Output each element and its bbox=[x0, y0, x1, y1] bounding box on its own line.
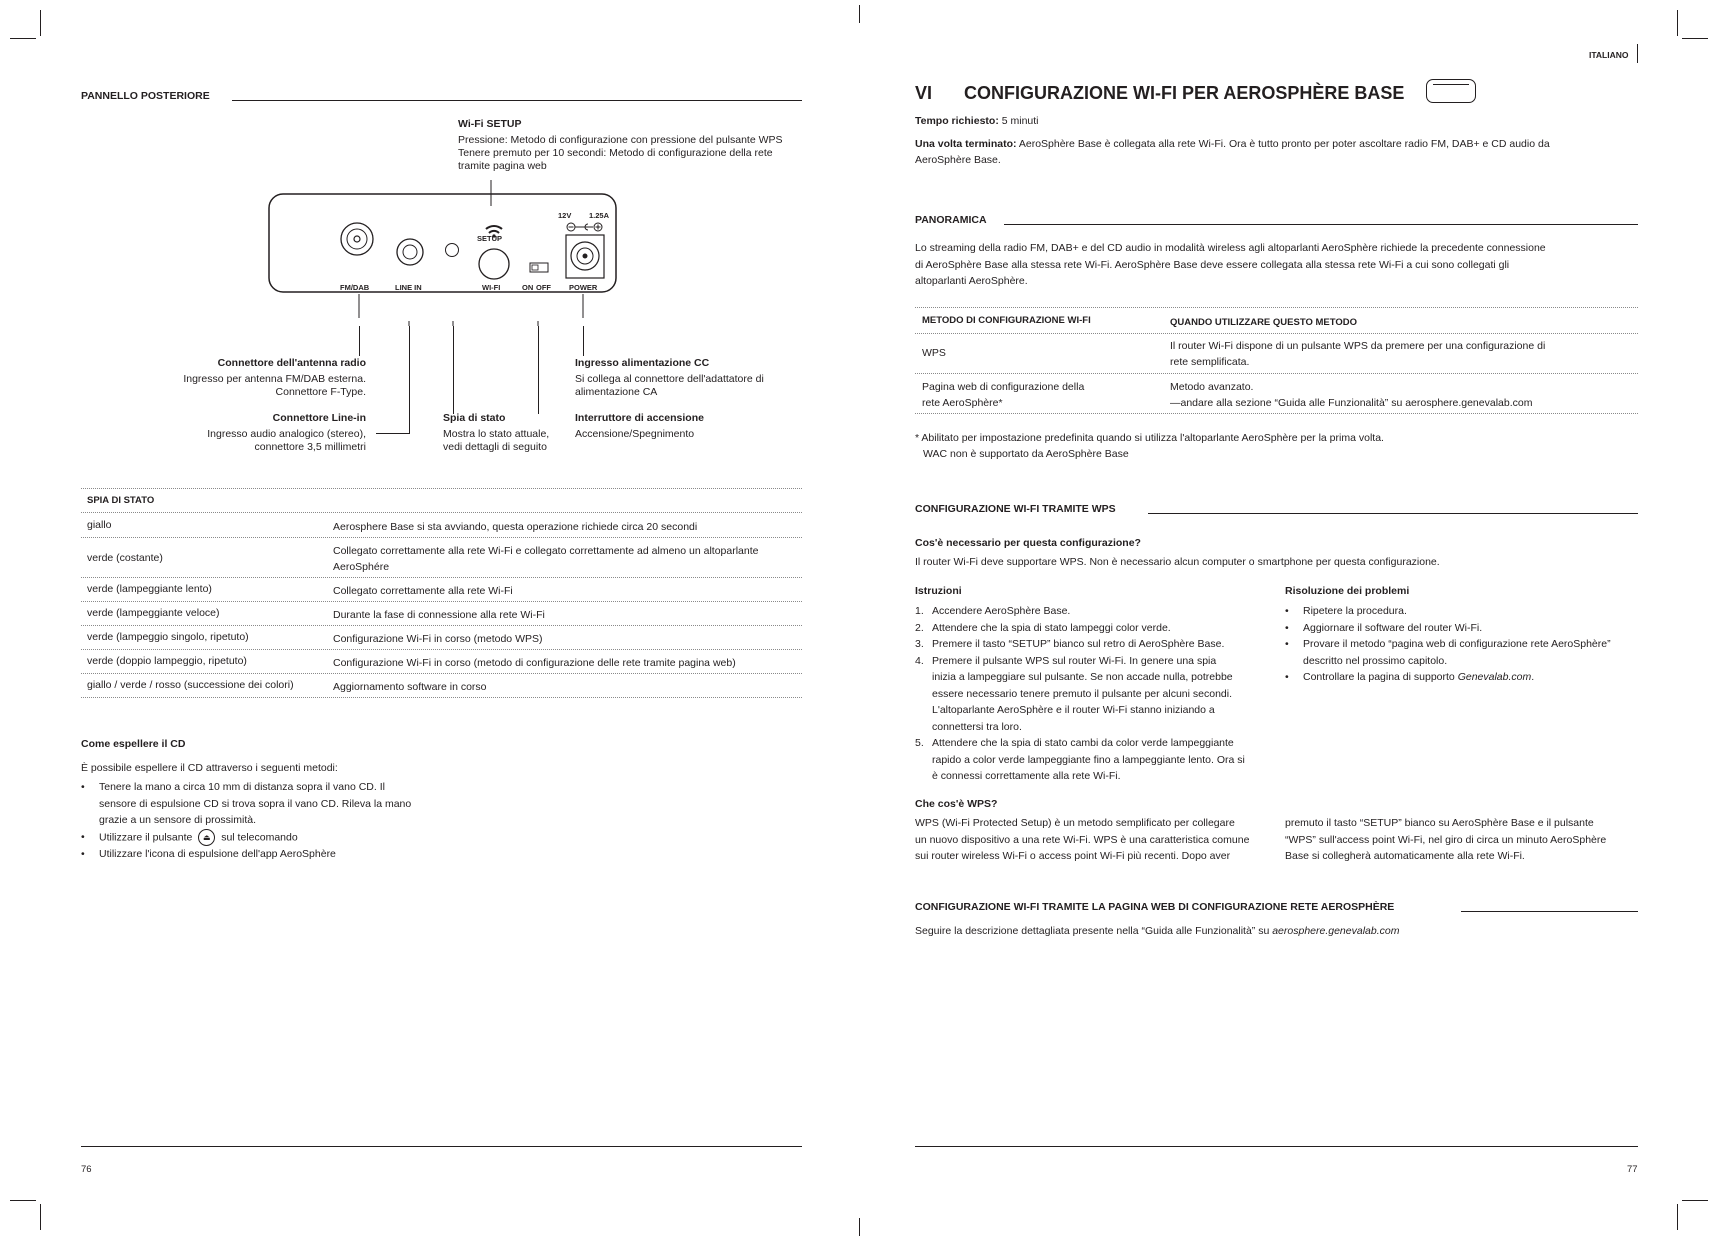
wps-desc-line5: “WPS” sull'access point Wi-Fi, nel giro di circa un minuto AeroSphère bbox=[1285, 833, 1607, 846]
section-rule bbox=[1461, 911, 1638, 912]
footer-rule bbox=[81, 1146, 802, 1147]
table-rule bbox=[81, 512, 802, 513]
label-current: 1.25A bbox=[589, 211, 610, 220]
crop-mark bbox=[1682, 1200, 1708, 1201]
eject-intro: È possibile espellere il CD attraverso i seguenti metodi: bbox=[81, 762, 338, 774]
status-desc: Aerosphere Base si sta avviando, questa operazione richiede circa 20 secondi bbox=[333, 521, 698, 533]
table-rule bbox=[915, 333, 1638, 334]
time-required bbox=[915, 115, 1039, 127]
wps-answer: Il router Wi-Fi deve supportare WPS. Non è necessario alcun computer o smartphone per questa configurazione. bbox=[915, 556, 1440, 568]
linein-line2: connettore 3,5 millimetri bbox=[254, 441, 366, 453]
list-item: 3. Premere il tasto “SETUP” bianco sul retro di AeroSphère Base. bbox=[915, 638, 1225, 650]
list-item: 1. Accendere AeroSphère Base. bbox=[915, 605, 1071, 617]
eject-b3: Utilizzare l'icona di espulsione dell'app AeroSphère bbox=[99, 847, 336, 860]
crop-mark bbox=[40, 10, 41, 36]
trouble-3-line2: descritto nel prossimo capitolo. bbox=[1303, 654, 1448, 667]
status-desc: AeroSphére bbox=[333, 561, 390, 573]
section-title-overview: PANORAMICA bbox=[915, 214, 987, 226]
section-rule bbox=[1148, 513, 1638, 514]
instructions-title: Istruzioni bbox=[915, 585, 962, 597]
label-off: OFF bbox=[536, 283, 551, 292]
method-header-1: METODO DI CONFIGURAZIONE WI-FI bbox=[922, 315, 1091, 326]
wps-desc-line1: WPS (Wi-Fi Protected Setup) è un metodo semplificato per collegare bbox=[915, 817, 1235, 829]
section-title-web: CONFIGURAZIONE WI-FI TRAMITE LA PAGINA WEB DI CONFIGURAZIONE RETE AEROSPHÈRE bbox=[915, 901, 1395, 913]
leader-line bbox=[376, 433, 410, 434]
wifi-setup-line3: tramite pagina web bbox=[458, 160, 547, 172]
label-setup: SETUP bbox=[477, 234, 503, 243]
section-title-wps: CONFIGURAZIONE WI-FI TRAMITE WPS bbox=[915, 503, 1116, 515]
eject-button-icon: ⏏ bbox=[198, 829, 215, 846]
status-state: giallo bbox=[87, 519, 112, 531]
rear-panel-diagram bbox=[260, 178, 620, 328]
dc-line1: Si collega al connettore dell'adattatore di bbox=[575, 373, 764, 385]
power-switch bbox=[530, 263, 548, 272]
leader-line bbox=[409, 326, 410, 434]
list-item bbox=[1285, 603, 1645, 620]
chapter-number: VI bbox=[915, 83, 933, 103]
table-rule bbox=[81, 625, 802, 626]
done-text bbox=[915, 136, 1550, 168]
overview-text bbox=[915, 240, 1546, 290]
wps-desc-line2: un nuovo dispositivo a una rete Wi-Fi. WPS è una caratteristica comune bbox=[915, 833, 1250, 846]
status-desc: Configurazione Wi-Fi in corso (metodo WPS) bbox=[333, 633, 543, 645]
step-1: Accendere AeroSphère Base. bbox=[932, 605, 1071, 617]
status-state: verde (lampeggio singolo, ripetuto) bbox=[87, 631, 249, 643]
wps-question: Cos'è necessario per questa configurazione? bbox=[915, 537, 1141, 549]
eject-b1-line2: sensore di espulsione CD si trova sopra il vano CD. Rileva la mano bbox=[99, 797, 412, 810]
status-led bbox=[446, 244, 459, 257]
leader-line bbox=[583, 326, 584, 356]
support-link[interactable]: Genevalab.com bbox=[1457, 671, 1532, 683]
trouble-2: Aggiornare il software del router Wi-Fi. bbox=[1303, 621, 1483, 634]
what-is-wps-col2 bbox=[1285, 815, 1606, 865]
step-4-line3: essere necessario tenere premuto il pulsante per alcuni secondi. bbox=[932, 687, 1233, 700]
table-rule bbox=[81, 673, 802, 674]
status-state: verde (lampeggiante veloce) bbox=[87, 607, 220, 619]
list-item bbox=[1285, 636, 1645, 669]
step-5-line1: Attendere che la spia di stato cambi da color verde lampeggiante bbox=[932, 737, 1234, 749]
method-r2c2b: —andare alla sezione “Guida alle Funzionalità” su aerosphere.genevalab.com bbox=[1170, 397, 1533, 409]
status-line1: Mostra lo stato attuale, bbox=[443, 428, 550, 440]
status-desc: Collegato correttamente alla rete Wi-Fi bbox=[333, 585, 513, 597]
label-voltage: 12V bbox=[558, 211, 572, 220]
method-r2c1a: Pagina web di configurazione della bbox=[922, 381, 1085, 393]
language-rule bbox=[1637, 44, 1638, 63]
leader-line bbox=[359, 326, 360, 356]
table-rule bbox=[81, 601, 802, 602]
table-rule bbox=[81, 649, 802, 650]
label-on: ON bbox=[522, 283, 534, 292]
label-power: POWER bbox=[569, 283, 598, 292]
footnote bbox=[915, 430, 1384, 462]
table-rule bbox=[81, 537, 802, 538]
dc-line2: alimentazione CA bbox=[575, 386, 658, 398]
status-table-header: SPIA DI STATO bbox=[87, 495, 155, 506]
language-label: ITALIANO bbox=[1589, 50, 1629, 60]
aerosphere-base-icon bbox=[1426, 79, 1476, 103]
troubleshooting-title: Risoluzione dei problemi bbox=[1285, 585, 1410, 597]
method-r2c2a: Metodo avanzato. bbox=[1170, 381, 1254, 393]
list-item: 4. Premere il pulsante WPS sul router Wi-Fi. In genere una spia inizia a lampeggiare sul pulsante. Se non accade nulla, potrebbe essere necessario tenere premuto il pulsante per alcuni secondi. L'altoparlante AeroSphère e il router Wi-Fi stanno iniziando a connettersi tra loro. bbox=[915, 653, 1275, 736]
fm-dab-connector bbox=[341, 223, 373, 255]
label-fm-dab: FM/DAB bbox=[340, 283, 370, 292]
troubleshooting-list bbox=[1285, 603, 1645, 686]
trouble-4-pre: Controllare la pagina di supporto bbox=[1303, 671, 1455, 683]
page-number-left: 76 bbox=[81, 1164, 92, 1175]
setup-button bbox=[479, 249, 509, 279]
status-title: Spia di stato bbox=[443, 412, 506, 424]
table-rule bbox=[915, 307, 1638, 308]
table-rule bbox=[81, 697, 802, 698]
crop-mark bbox=[1677, 1204, 1678, 1230]
method-r2c1b: rete AeroSphère* bbox=[922, 397, 1003, 409]
instructions-list bbox=[915, 603, 1275, 785]
antenna-title: Connettore dell'antenna radio bbox=[217, 357, 366, 369]
chapter-title: CONFIGURAZIONE WI-FI PER AEROSPHÈRE BASE bbox=[964, 83, 1405, 103]
web-text-pre: Seguire la descrizione dettagliata presente nella “Guida alle Funzionalità” su bbox=[915, 925, 1270, 937]
label-wifi: WI-FI bbox=[482, 283, 501, 292]
crop-mark bbox=[10, 38, 36, 39]
web-text bbox=[915, 925, 1399, 937]
status-desc: Durante la fase di connessione alla rete Wi-Fi bbox=[333, 609, 545, 621]
wps-desc-line3: sui router wireless Wi-Fi o access point Wi-Fi più recenti. Dopo aver bbox=[915, 850, 1231, 862]
line-in-connector bbox=[397, 239, 423, 265]
step-4-line5: connettersi tra loro. bbox=[932, 720, 1022, 733]
method-r1c2b: rete semplificata. bbox=[1170, 356, 1250, 368]
footer-rule bbox=[915, 1146, 1638, 1147]
overview-line1: Lo streaming della radio FM, DAB+ e del CD audio in modalità wireless agli altoparlanti AeroSphère richiede la precedente connessione bbox=[915, 242, 1546, 254]
status-desc: Aggiornamento software in corso bbox=[333, 681, 487, 693]
list-item: 2. Attendere che la spia di stato lampeggi color verde. bbox=[915, 621, 1171, 634]
aerosphere-link[interactable]: aerosphere.genevalab.com bbox=[1272, 925, 1400, 937]
list-item bbox=[81, 779, 481, 829]
wifi-setup-title: Wi-Fi SETUP bbox=[458, 118, 522, 130]
trouble-3-line1: • Provare il metodo “pagina web di configurazione rete AeroSphère” bbox=[1303, 638, 1611, 650]
eject-b1-line1: • Tenere la mano a circa 10 mm di distanza sopra il vano CD. Il bbox=[99, 781, 385, 793]
status-line2: vedi dettagli di seguito bbox=[443, 441, 547, 453]
status-state: verde (costante) bbox=[87, 552, 163, 564]
switch-title: Interruttore di accensione bbox=[575, 412, 704, 424]
linein-line1: Ingresso audio analogico (stereo), bbox=[207, 428, 366, 440]
method-header-2: QUANDO UTILIZZARE QUESTO METODO bbox=[1170, 317, 1358, 328]
section-title-rear-panel: PANNELLO POSTERIORE bbox=[81, 90, 210, 102]
list-item bbox=[1285, 620, 1645, 637]
what-is-wps-title: Che cos'è WPS? bbox=[915, 798, 998, 810]
status-desc: Configurazione Wi-Fi in corso (metodo di configurazione delle rete tramite pagina web) bbox=[333, 657, 736, 669]
footnote-line1: * Abilitato per impostazione predefinita quando si utilizza l'altoparlante AeroSphère per la prima volta. bbox=[915, 432, 1384, 444]
method-r1c1: WPS bbox=[922, 347, 946, 359]
time-value: 5 minuti bbox=[1001, 115, 1039, 127]
step-5-line3: è connessi correttamente alla rete Wi-Fi. bbox=[932, 770, 1121, 782]
overview-line2: di AeroSphère Base alla stessa rete Wi-Fi. AeroSphère Base deve essere collegata alla stessa rete Wi-Fi a cui sono collegati gli bbox=[915, 258, 1510, 271]
step-4-line2: inizia a lampeggiare sul pulsante. Se non accade nulla, potrebbe bbox=[932, 671, 1233, 683]
section-rule bbox=[1004, 224, 1638, 225]
step-3: Premere il tasto “SETUP” bianco sul retro di AeroSphère Base. bbox=[932, 638, 1225, 650]
method-r1c2a: Il router Wi-Fi dispone di un pulsante WPS da premere per una configurazione di bbox=[1170, 340, 1546, 352]
section-rule bbox=[232, 100, 802, 101]
leader-line bbox=[538, 326, 539, 414]
switch-line1: Accensione/Spegnimento bbox=[575, 428, 695, 440]
table-rule bbox=[915, 373, 1638, 374]
footnote-line2: WAC non è supportato da AeroSphère Base bbox=[923, 448, 1129, 460]
wifi-setup-line2: Tenere premuto per 10 secondi: Metodo di configurazione della rete bbox=[458, 147, 773, 159]
wps-desc-line6: Base si collegherà automaticamente alla rete Wi-Fi. bbox=[1285, 850, 1525, 862]
done-line1: AeroSphère Base è collegata alla rete Wi-Fi. Ora è tutto pronto per poter ascoltare radio FM, DAB+ e CD audio da bbox=[1018, 138, 1550, 150]
list-item: 5. Attendere che la spia di stato cambi da color verde lampeggiante rapido a color verde lampeggiante fino a lampeggiante lento. Ora si è connessi correttamente alla rete Wi-Fi. bbox=[915, 735, 1275, 785]
step-4-line4: L'altoparlante AeroSphère e il router Wi-Fi stanno iniziando a bbox=[932, 704, 1215, 716]
list-item bbox=[81, 829, 481, 846]
list-item bbox=[1285, 669, 1645, 686]
crop-mark bbox=[1682, 38, 1708, 39]
eject-title: Come espellere il CD bbox=[81, 738, 186, 750]
crop-mark bbox=[859, 1218, 860, 1236]
list-item bbox=[81, 846, 481, 863]
step-5-line2: rapido a color verde lampeggiante fino a lampeggiante lento. Ora si bbox=[932, 753, 1245, 766]
crop-mark bbox=[40, 1204, 41, 1230]
time-label: Tempo richiesto: bbox=[915, 115, 999, 127]
eject-b2-pre: Utilizzare il pulsante bbox=[99, 830, 193, 843]
step-2: Attendere che la spia di stato lampeggi color verde. bbox=[932, 621, 1171, 634]
trouble-4-post: . bbox=[1531, 671, 1535, 683]
table-rule bbox=[915, 413, 1638, 414]
what-is-wps-col1 bbox=[915, 815, 1249, 865]
eject-list bbox=[81, 779, 481, 862]
crop-mark bbox=[859, 5, 860, 23]
status-state: verde (doppio lampeggio, ripetuto) bbox=[87, 655, 247, 667]
status-state: verde (lampeggiante lento) bbox=[87, 583, 212, 595]
antenna-line1: Ingresso per antenna FM/DAB esterna. bbox=[183, 373, 366, 385]
linein-title: Connettore Line-in bbox=[272, 412, 366, 424]
wifi-setup-line1: Pressione: Metodo di configurazione con pressione del pulsante WPS bbox=[458, 134, 783, 146]
table-rule bbox=[81, 577, 802, 578]
status-state: giallo / verde / rosso (successione dei colori) bbox=[87, 679, 294, 691]
done-line2: AeroSphère Base. bbox=[915, 154, 1001, 166]
polarity-icon bbox=[567, 223, 602, 231]
eject-b2-post: sul telecomando bbox=[221, 830, 298, 843]
trouble-1: Ripetere la procedura. bbox=[1303, 605, 1407, 617]
step-4-line1: Premere il pulsante WPS sul router Wi-Fi. In genere una spia bbox=[932, 654, 1217, 667]
dc-title: Ingresso alimentazione CC bbox=[575, 357, 710, 369]
overview-line3: altoparlanti AeroSphère. bbox=[915, 275, 1028, 287]
done-label: Una volta terminato: bbox=[915, 138, 1017, 150]
eject-b1-line3: grazie a un sensore di prossimità. bbox=[99, 814, 256, 826]
status-desc: Collegato correttamente alla rete Wi-Fi e collegato correttamente ad almeno un altoparlante bbox=[333, 545, 759, 557]
leader-line bbox=[453, 326, 454, 414]
crop-mark bbox=[1677, 10, 1678, 36]
table-rule bbox=[81, 488, 802, 489]
label-line-in: LINE IN bbox=[395, 283, 422, 292]
wps-desc-line4: premuto il tasto “SETUP” bianco su AeroSphère Base e il pulsante bbox=[1285, 817, 1594, 829]
crop-mark bbox=[10, 1200, 36, 1201]
antenna-line2: Connettore F-Type. bbox=[275, 386, 366, 398]
page-number-right: 77 bbox=[1627, 1164, 1638, 1175]
